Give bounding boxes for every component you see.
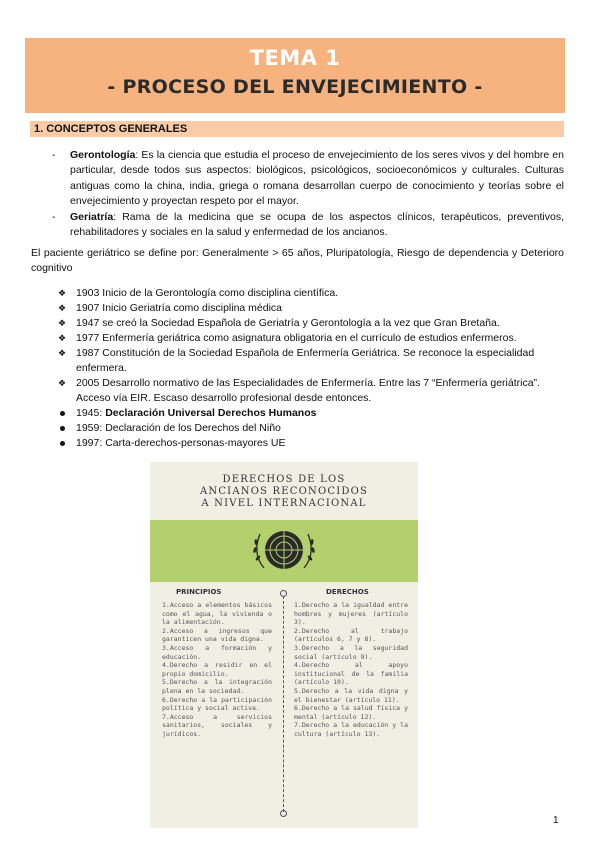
bullet-text: 1959: Declaración de los Derechos del Niño	[76, 422, 281, 434]
timeline-list	[58, 286, 566, 451]
column-divider	[283, 596, 284, 812]
principio-item: 4.Derecho a residir en el propio domicilio.	[162, 661, 272, 678]
title-banner	[25, 38, 565, 113]
derecho-item: 1.Derecho a la igualdad entre hombres y mujeres (artículo 3).	[294, 601, 408, 627]
timeline-text: 1907 Inicio Geriatría como disciplina médica	[76, 302, 283, 314]
timeline-text: 2005 Desarrollo normativo de las Especialidades de Enfermería. Entre las 7 “Enfermería geriátrica”. Acceso vía EIR. Escaso desarrollo profesional desde entonces.	[76, 377, 540, 404]
intro-paragraph: El paciente geriátrico se define por: Generalmente > 65 años, Pluripatología, Riesgo de dependencia y Deterioro cognitivo	[31, 247, 564, 274]
un-emblem-icon	[242, 524, 326, 580]
bullet-bold-text: Declaración Universal Derechos Humanos	[105, 407, 317, 419]
diamond-bullet-icon: ❖	[58, 288, 67, 298]
definition-item	[52, 148, 564, 209]
timeline-item	[58, 376, 566, 406]
timeline-item	[58, 346, 566, 376]
principio-item: 3.Acceso a formación y educación.	[162, 643, 272, 661]
derecho-item: 4.Derecho al apoyo institucional de la familia (artículo 10).	[294, 661, 408, 687]
principio-item: 2.Acceso a ingresos que garanticen una vida digna.	[162, 626, 272, 644]
bullet-text: 1945:	[76, 407, 106, 419]
diamond-bullet-icon: ❖	[58, 333, 67, 343]
principio-item: 7.Acceso a servicios sanitarios, sociales y jurídicos.	[162, 712, 272, 738]
poster-title	[150, 474, 418, 510]
page-subtitle: - PROCESO DEL ENVEJECIMIENTO -	[107, 76, 483, 98]
dash-bullet: -	[52, 149, 56, 161]
timeline-item	[58, 286, 566, 301]
definition-text: : Rama de la medicina que se ocupa de los aspectos clínicos, terapéuticos, preventivos, rehabilitadores y sociales en la salud y enfermedad de los ancianos.	[70, 211, 564, 239]
definitions-list	[52, 148, 564, 242]
derechos-list	[294, 601, 408, 739]
rights-poster	[150, 462, 418, 828]
principios-list	[162, 601, 272, 739]
poster-title-line: A NIVEL INTERNACIONAL	[201, 498, 367, 509]
derechos-heading: DERECHOS	[326, 588, 369, 596]
bullet-item	[58, 436, 566, 451]
bullet-item	[58, 421, 566, 436]
derecho-item: 3.Derecho a la seguridad social (artículo 9).	[294, 643, 408, 661]
diamond-bullet-icon: ❖	[58, 378, 67, 388]
poster-title-line: ANCIANOS RECONOCIDOS	[199, 486, 369, 497]
definition-term: Gerontología	[70, 149, 136, 161]
dot-bullet-icon	[60, 411, 65, 416]
derecho-item: 6.Derecho a la salud física y mental (artículo 12).	[294, 704, 408, 721]
divider-bottom-circle	[280, 810, 287, 817]
derecho-item: 7.Derecho a la educación y la cultura (artículo 13).	[294, 721, 408, 738]
definition-item	[52, 210, 564, 241]
diamond-bullet-icon: ❖	[58, 318, 67, 328]
page-number: 1	[553, 815, 559, 826]
dot-bullet-icon	[60, 426, 65, 431]
timeline-item	[58, 316, 566, 331]
definition-text: : Es la ciencia que estudia el proceso de envejecimiento de los seres vivos y del hombre en particular, desde todos sus aspectos: biológicos, psicológicos, socioeconómicos y culturales. Culturas antiguas como la china, india, griega o romana desarrollan cuerpo de conocimiento y teorías sobre el envejecimiento y proyectan respeto por el mayor.	[70, 149, 564, 207]
timeline-item	[58, 301, 566, 316]
section-heading: 1. CONCEPTOS GENERALES	[30, 121, 564, 137]
definition-term: Geriatría	[70, 211, 114, 224]
timeline-text: 1903 Inicio de la Gerontología como disciplina científica.	[76, 287, 339, 299]
bullet-text: 1997: Carta-derechos-personas-mayores UE	[76, 437, 286, 449]
timeline-text: 1947 se creó la Sociedad Española de Geriatría y Gerontología a la vez que Gran Bretaña.	[76, 317, 500, 329]
principios-heading: PRINCIPIOS	[176, 588, 222, 596]
dash-bullet: -	[52, 211, 56, 224]
principio-item: 5.Derecho a la integración plena en la sociedad.	[162, 678, 272, 695]
timeline-text: 1987 Constitución de la Sociedad Española de Enfermería Geriátrica. Se reconoce la especialidad enfermera.	[76, 347, 535, 374]
diamond-bullet-icon: ❖	[58, 348, 67, 358]
bullet-item	[58, 406, 566, 421]
derecho-item: 2.Derecho al trabajo (artículos 6, 7 y 8).	[294, 626, 408, 644]
principio-item: 1.Acceso a elementos básicos como el agua, la vivienda o la alimentación.	[162, 601, 272, 627]
principio-item: 6.Derecho a la participación política y social activa.	[162, 695, 272, 713]
timeline-item	[58, 331, 566, 346]
page-title: TEMA 1	[249, 46, 341, 70]
dot-bullet-icon	[60, 441, 65, 446]
derecho-item: 5.Derecho a la vida digna y el bienestar (artículo 11).	[294, 686, 408, 704]
diamond-bullet-icon: ❖	[58, 303, 67, 313]
poster-title-line: DERECHOS DE LOS	[222, 474, 346, 485]
timeline-text: 1977 Enfermería geriátrica como asignatura obligatoria en el currículo de estudios enfermeros.	[76, 332, 517, 344]
